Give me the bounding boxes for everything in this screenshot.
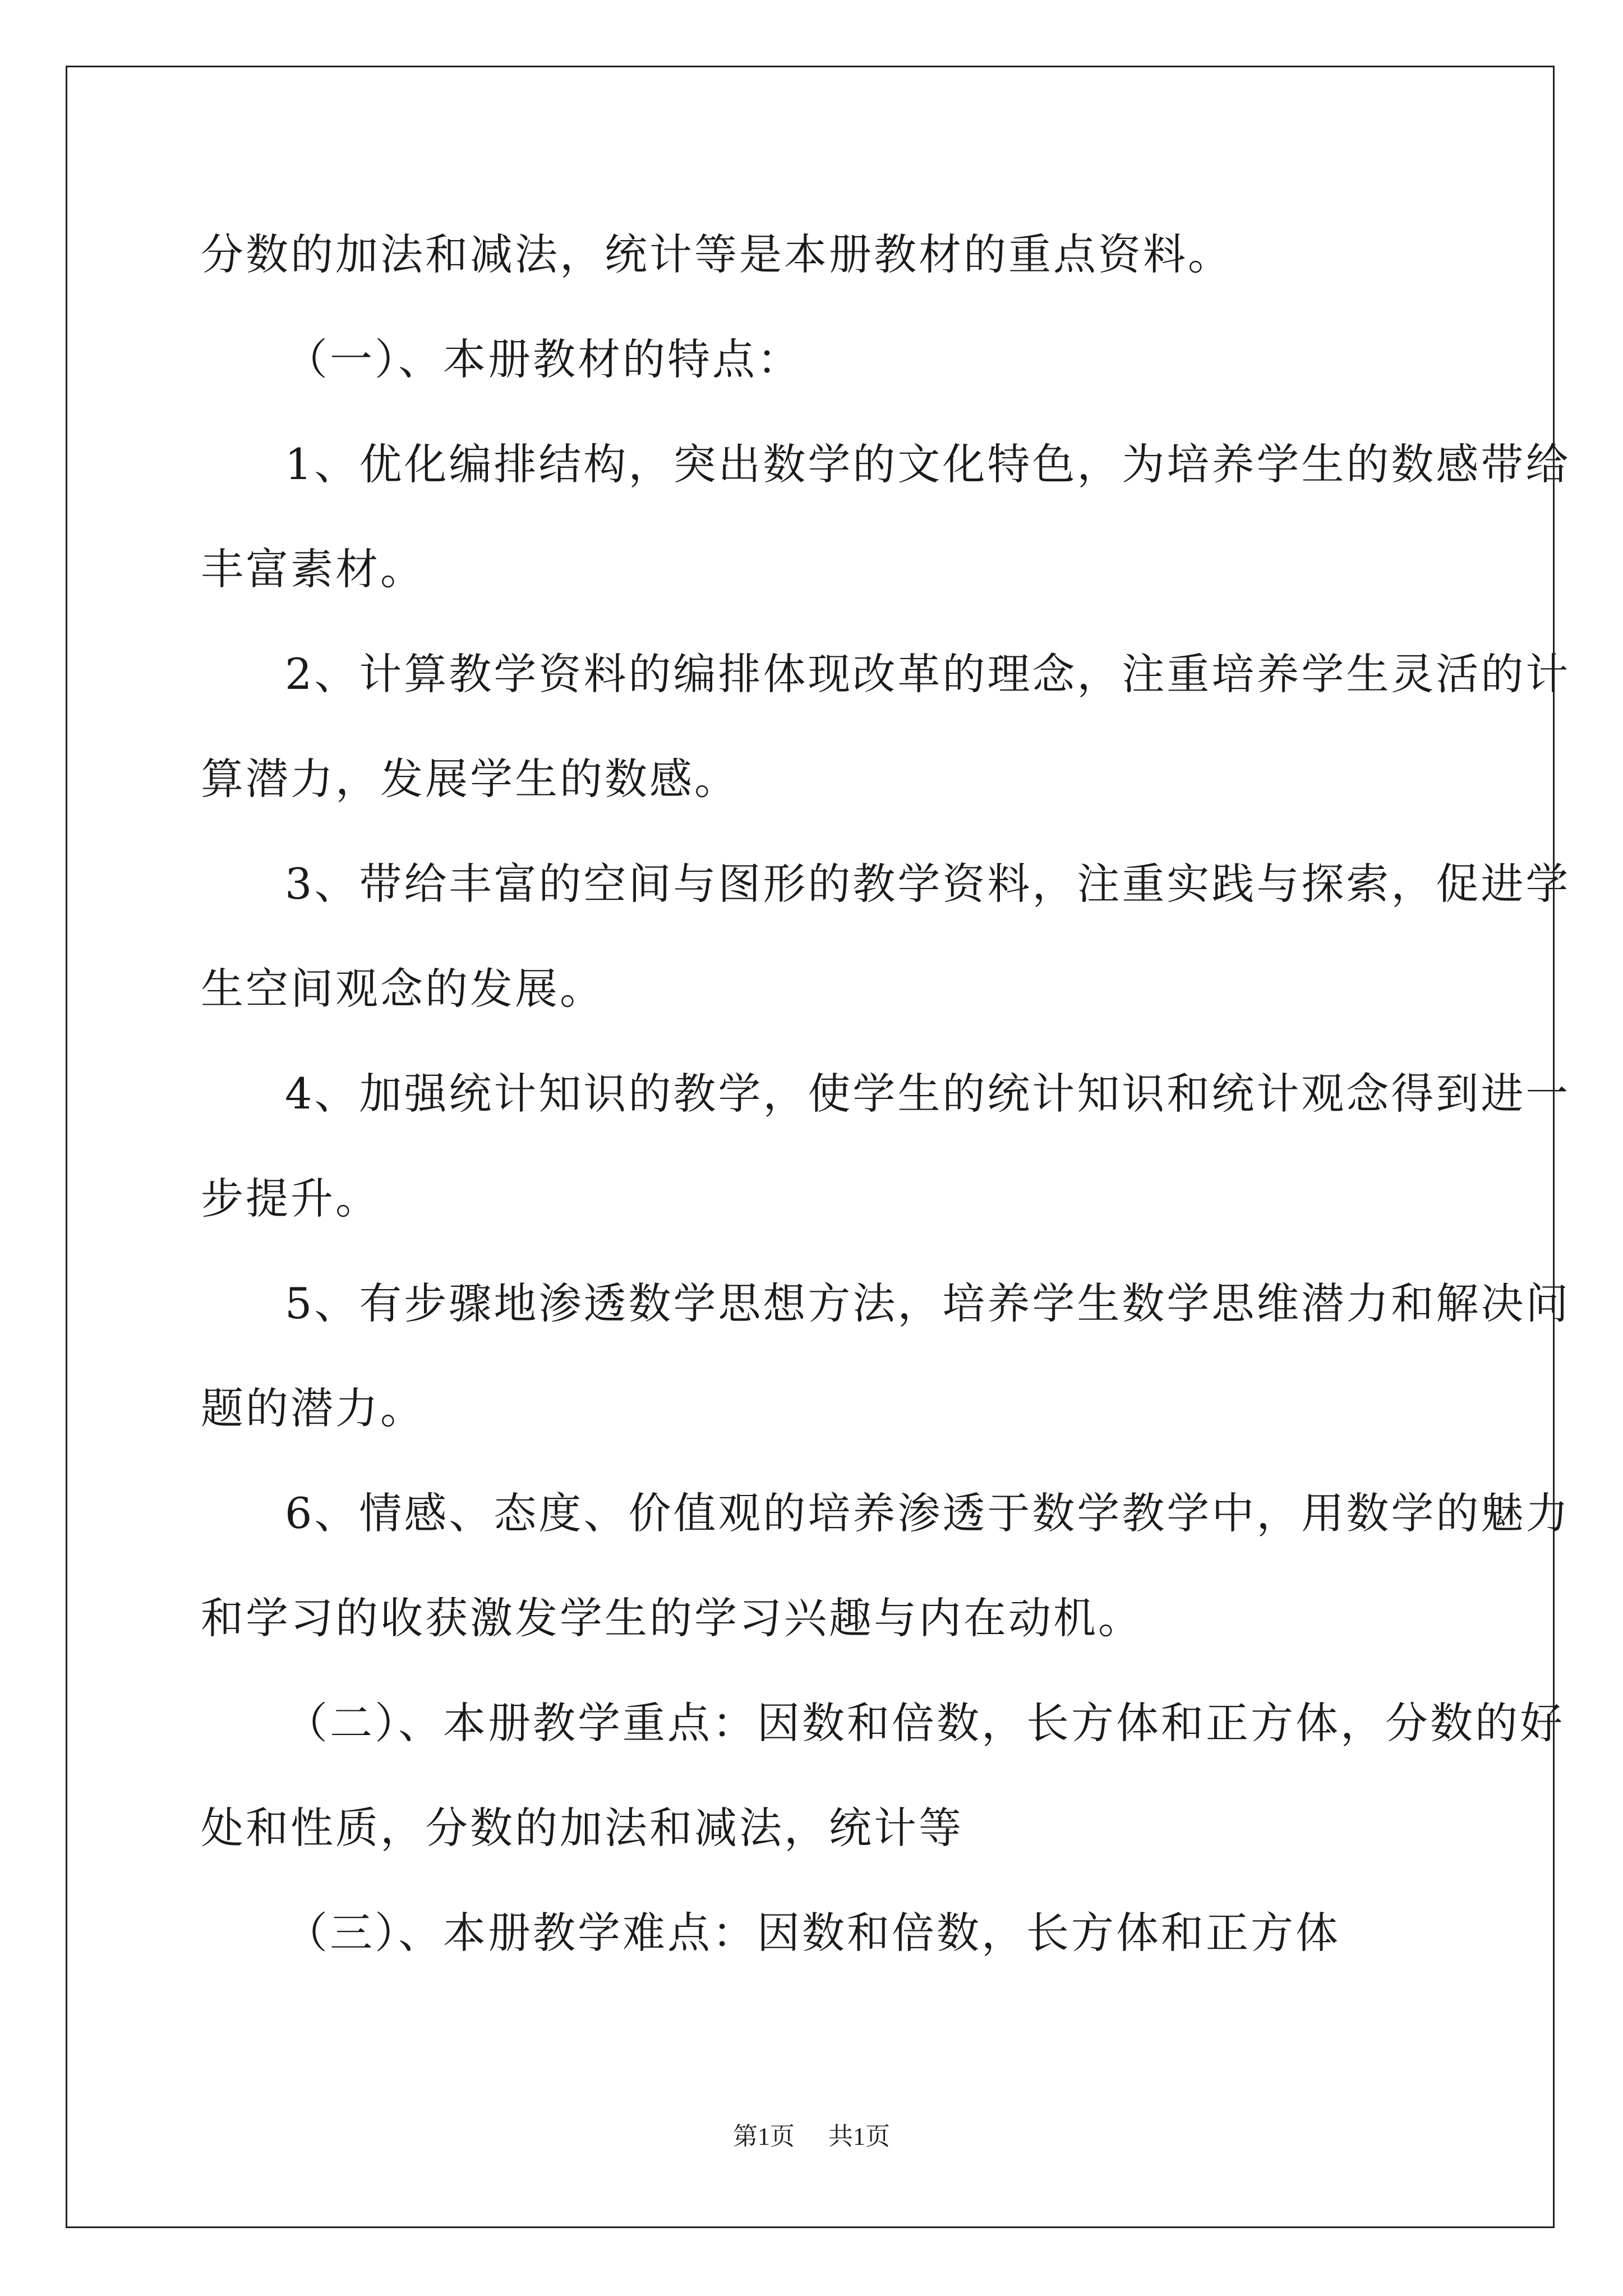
section-heading: （二）、本册教学重点：因数和倍数，长方体和正方体，分数的好 — [285, 1698, 1565, 1748]
list-item: 4、加强统计知识的教学，使学生的统计知识和统计观念得到进一 — [285, 1069, 1571, 1119]
list-item: 2、计算教学资料的编排体现改革的理念，注重培养学生灵活的计 — [285, 649, 1571, 699]
list-item-continuation: 生空间观念的发展。 — [201, 964, 605, 1014]
list-item: 5、有步骤地渗透数学思想方法，培养学生数学思维潜力和解决问 — [285, 1278, 1571, 1328]
list-item: 1、优化编排结构，突出数学的文化特色，为培养学生的数感带给 — [285, 439, 1571, 489]
section-heading: （一）、本册教材的特点： — [285, 334, 802, 384]
list-item-continuation: 步提升。 — [201, 1174, 380, 1223]
page-number-total: 共1页 — [828, 2123, 890, 2150]
list-item-continuation: 丰富素材。 — [201, 544, 425, 594]
section-heading-continuation: 处和性质，分数的加法和减法，统计等 — [201, 1803, 963, 1853]
section-heading: （三）、本册教学难点：因数和倍数，长方体和正方体 — [285, 1908, 1340, 1958]
paragraph-line: 分数的加法和减法，统计等是本册教材的重点资料。 — [201, 229, 1233, 279]
list-item-continuation: 和学习的收获激发学生的学习兴趣与内在动机。 — [201, 1593, 1143, 1643]
page-footer — [0, 2116, 1623, 2152]
list-item-continuation: 题的潜力。 — [201, 1383, 425, 1433]
document-body — [201, 202, 1571, 1985]
list-item: 3、带给丰富的空间与图形的教学资料，注重实践与探索，促进学 — [285, 859, 1571, 909]
list-item: 6、情感、态度、价值观的培养渗透于数学教学中，用数学的魅力 — [285, 1488, 1571, 1538]
page-number-current: 第1页 — [733, 2123, 795, 2150]
list-item-continuation: 算潜力，发展学生的数感。 — [201, 754, 739, 804]
